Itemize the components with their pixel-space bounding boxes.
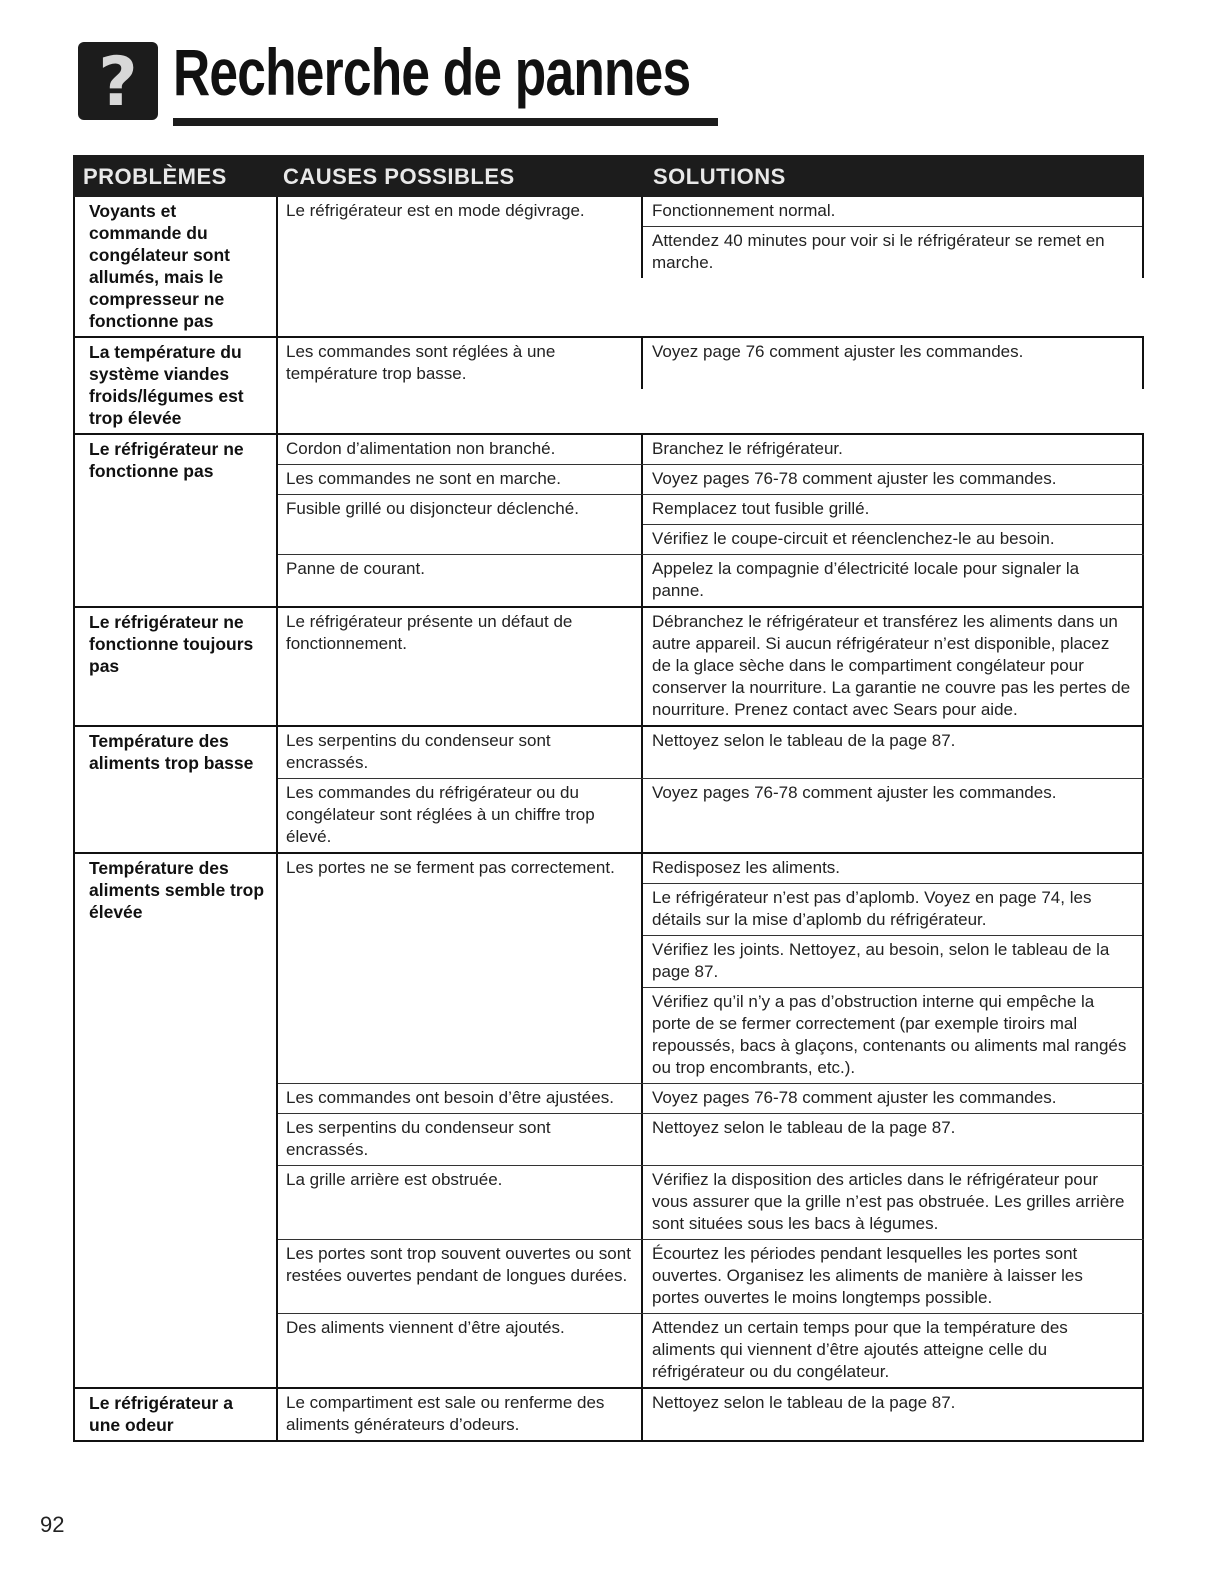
page-title: Recherche de pannes xyxy=(173,35,691,109)
table-row xyxy=(278,197,1144,278)
table-row xyxy=(278,465,1144,495)
cause-cell: Cordon d’alimentation non branché. xyxy=(278,435,643,464)
solution-cell: Vérifiez la disposition des articles dans le réfrigérateur pour vous assurer que la grille n’est pas obstruée. Les grilles arrière sont situées sous les bacs à légumes. xyxy=(652,1170,1125,1233)
solution-cell: Attendez 40 minutes pour voir si le réfrigérateur se remet en marche. xyxy=(652,231,1105,272)
solution-column xyxy=(643,1389,1144,1440)
solution-cell: Voyez pages 76-78 comment ajuster les commandes. xyxy=(652,1088,1057,1107)
cause-cell: Les portes ne se ferment pas correctement. xyxy=(278,854,643,1083)
solution-column xyxy=(643,435,1144,464)
problem-group xyxy=(73,1389,1144,1442)
table-row xyxy=(278,435,1144,465)
solution-cell: Nettoyez selon le tableau de la page 87. xyxy=(652,1118,956,1137)
table-row xyxy=(278,338,1144,389)
troubleshooting-table xyxy=(73,155,1144,1442)
solution-cell: Voyez page 76 comment ajuster les commandes. xyxy=(652,342,1024,361)
solution-cell: Voyez pages 76-78 comment ajuster les commandes. xyxy=(652,469,1057,488)
table-row xyxy=(278,727,1144,779)
problem-cell: Température des aliments trop basse xyxy=(73,727,278,852)
solution-cell: Branchez le réfrigérateur. xyxy=(652,439,843,458)
table-row xyxy=(278,1314,1144,1387)
solution-column xyxy=(643,779,1144,852)
header-causes: CAUSES POSSIBLES xyxy=(283,164,515,189)
solution-cell: Vérifiez les joints. Nettoyez, au besoin, selon le tableau de la page 87. xyxy=(643,936,1142,988)
solution-cell: Attendez un certain temps pour que la température des aliments qui viennent d’être ajoutés atteigne celle du réfrigérateur ou du congélateur. xyxy=(652,1318,1068,1381)
cause-cell: Le compartiment est sale ou renferme des aliments générateurs d’odeurs. xyxy=(278,1389,643,1440)
solution-cell: Nettoyez selon le tableau de la page 87. xyxy=(652,731,956,750)
solution-column xyxy=(643,555,1144,606)
table-row xyxy=(278,1166,1144,1240)
problem-cell: Le réfrigérateur ne fonctionne toujours pas xyxy=(73,608,278,725)
title-underline xyxy=(173,118,718,126)
problem-cell: Voyants et commande du congélateur sont allumés, mais le compresseur ne fonctionne pas xyxy=(73,197,278,336)
solution-cell: Fonctionnement normal. xyxy=(643,197,1142,227)
page-number: 92 xyxy=(40,1512,65,1537)
solution-cell: Remplacez tout fusible grillé. xyxy=(643,495,1142,525)
solution-column xyxy=(643,1166,1144,1239)
solution-column xyxy=(643,854,1144,1083)
cause-cell: Le réfrigérateur présente un défaut de fonctionnement. xyxy=(278,608,643,725)
problem-group xyxy=(73,608,1144,727)
cause-cell: Des aliments viennent d’être ajoutés. xyxy=(278,1314,643,1387)
cause-cell: Fusible grillé ou disjoncteur déclenché. xyxy=(278,495,643,554)
problem-cell: Le réfrigérateur a une odeur xyxy=(73,1389,278,1440)
question-mark-icon xyxy=(78,42,158,120)
solution-cell: Vérifiez qu’il n’y a pas d’obstruction interne qui empêche la porte de se fermer correctement (par exemple tiroirs mal repoussés, bacs à glaçons, contenants ou aliments mal rangés ou trop encombrants, etc.). xyxy=(652,992,1127,1077)
solution-column xyxy=(643,338,1144,389)
solution-column xyxy=(643,197,1144,278)
solution-column xyxy=(643,465,1144,494)
table-row xyxy=(278,555,1144,606)
solution-column xyxy=(643,1240,1144,1313)
solution-column xyxy=(643,608,1144,725)
problem-group xyxy=(73,727,1144,854)
table-row xyxy=(278,779,1144,852)
table-row xyxy=(278,1084,1144,1114)
problem-cell: La température du système viandes froids/légumes est trop élevée xyxy=(73,338,278,433)
table-row xyxy=(278,495,1144,555)
cause-cell: Panne de courant. xyxy=(278,555,643,606)
solution-cell: Le réfrigérateur n’est pas d’aplomb. Voyez en page 74, les détails sur la mise d’aplomb du réfrigérateur. xyxy=(643,884,1142,936)
solution-cell: Appelez la compagnie d’électricité locale pour signaler la panne. xyxy=(652,559,1080,600)
cause-cell: Les serpentins du condenseur sont encrassés. xyxy=(278,727,643,778)
header-problems: PROBLÈMES xyxy=(83,164,227,189)
solution-column xyxy=(643,727,1144,778)
table-row xyxy=(278,1114,1144,1166)
cause-cell: Les commandes ont besoin d’être ajustées. xyxy=(278,1084,643,1113)
problem-cell: Température des aliments semble trop élevée xyxy=(73,854,278,1387)
solution-cell: Débranchez le réfrigérateur et transférez les aliments dans un autre appareil. Si aucun réfrigérateur n’est disponible, placez de la glace sèche dans le compartiment congélateur pour conserver la nourriture. La garantie ne couvre pas les pertes de nourriture. Prenez contact avec Sears pour aide. xyxy=(652,612,1131,719)
table-row xyxy=(278,854,1144,1084)
table-header xyxy=(73,155,1144,197)
problem-group xyxy=(73,197,1144,338)
table-row xyxy=(278,608,1144,725)
cause-cell: La grille arrière est obstruée. xyxy=(278,1166,643,1239)
solution-cell: Nettoyez selon le tableau de la page 87. xyxy=(652,1393,956,1412)
solution-column xyxy=(643,1114,1144,1165)
cause-cell: Les commandes ne sont en marche. xyxy=(278,465,643,494)
problem-group xyxy=(73,435,1144,608)
question-mark-glyph: ? xyxy=(98,43,138,122)
solution-column xyxy=(643,1084,1144,1113)
solution-cell: Voyez pages 76-78 comment ajuster les commandes. xyxy=(652,783,1057,802)
cause-cell: Les commandes du réfrigérateur ou du congélateur sont réglées à un chiffre trop élevé. xyxy=(278,779,643,852)
solution-column xyxy=(643,495,1144,554)
header-solutions: SOLUTIONS xyxy=(653,164,786,189)
solution-column xyxy=(643,1314,1144,1387)
table-body xyxy=(73,197,1144,1442)
problem-cell: Le réfrigérateur ne fonctionne pas xyxy=(73,435,278,606)
cause-cell: Le réfrigérateur est en mode dégivrage. xyxy=(278,197,643,278)
page-header xyxy=(78,32,691,132)
solution-cell: Redisposez les aliments. xyxy=(643,854,1142,884)
solution-cell: Vérifiez le coupe-circuit et réenclenchez-le au besoin. xyxy=(652,529,1055,548)
solution-cell: Écourtez les périodes pendant lesquelles les portes sont ouvertes. Organisez les aliments de manière à laisser les portes ouvertes le moins longtemps possible. xyxy=(652,1244,1083,1307)
cause-cell: Les portes sont trop souvent ouvertes ou sont restées ouvertes pendant de longues durées. xyxy=(278,1240,643,1313)
cause-cell: Les commandes sont réglées à une température trop basse. xyxy=(278,338,643,389)
table-row xyxy=(278,1240,1144,1314)
table-row xyxy=(278,1389,1144,1440)
problem-group xyxy=(73,854,1144,1389)
cause-cell: Les serpentins du condenseur sont encrassés. xyxy=(278,1114,643,1165)
problem-group xyxy=(73,338,1144,435)
